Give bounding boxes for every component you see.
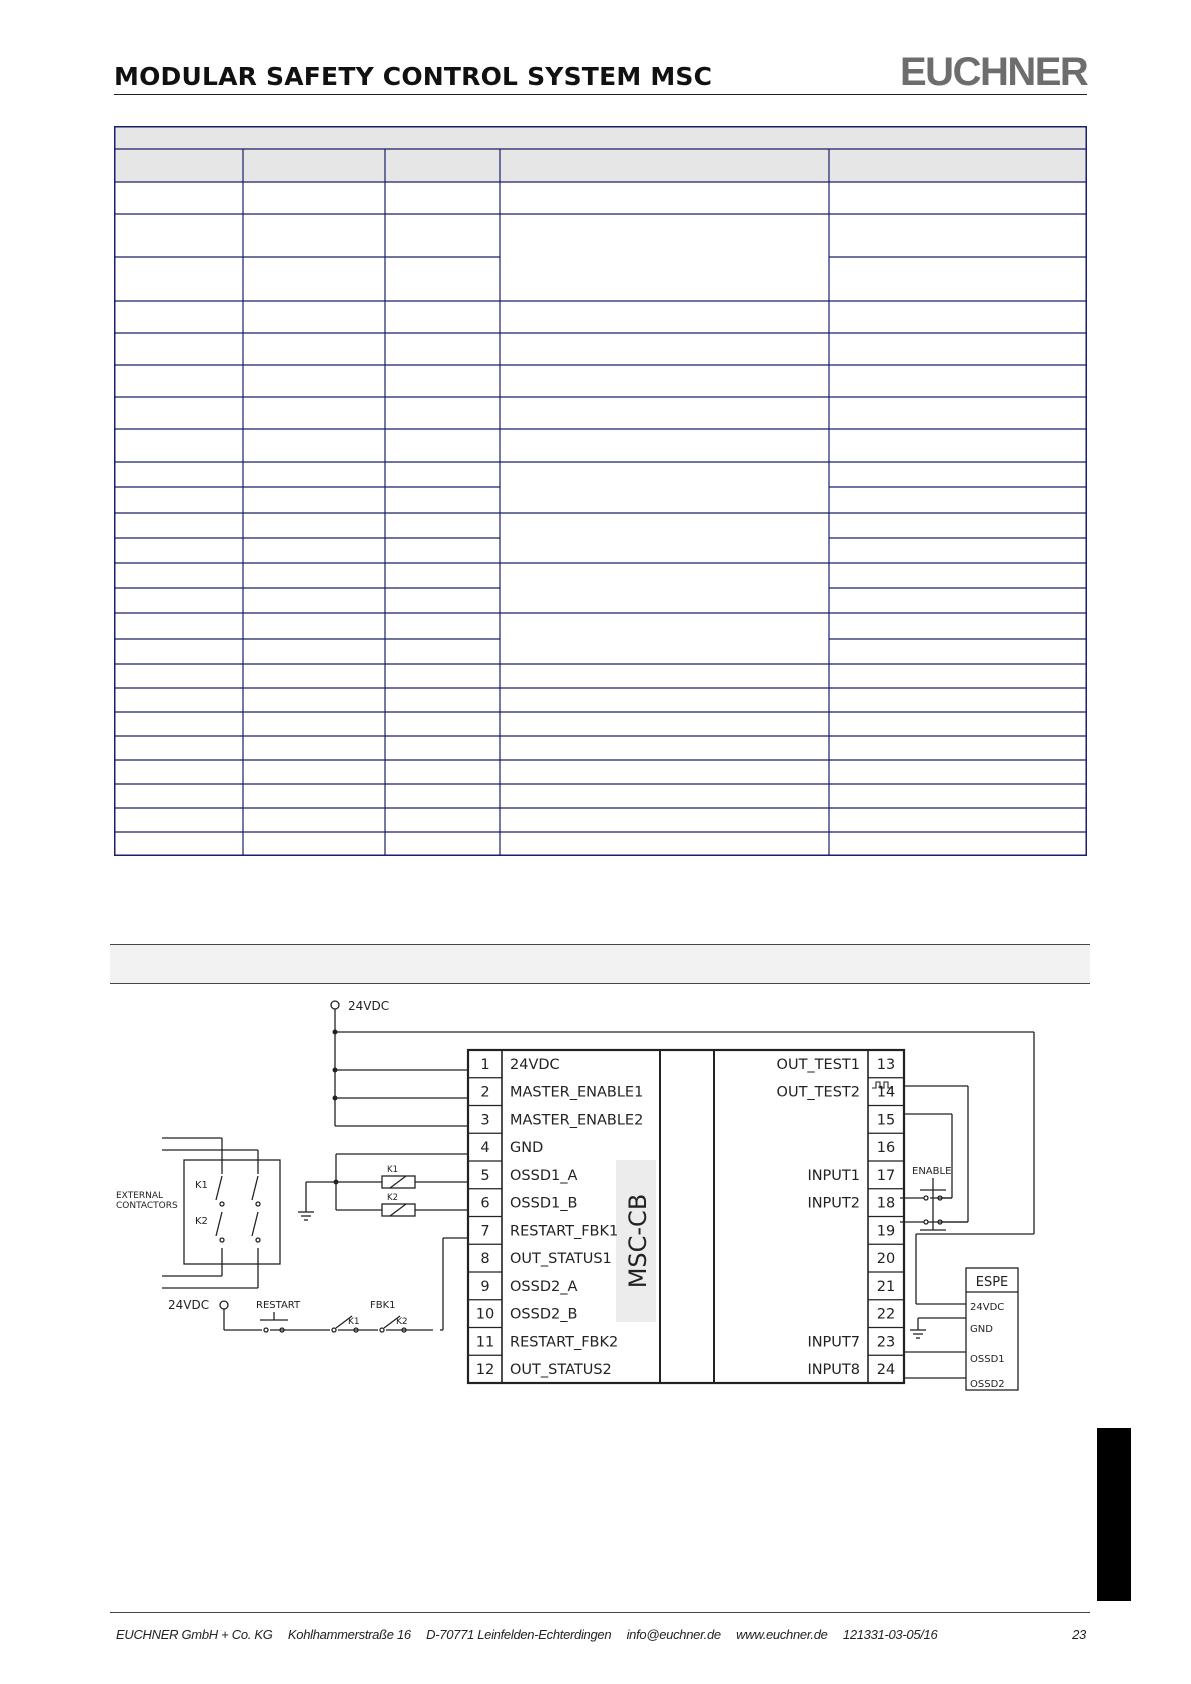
fbk-k1-label: K1 bbox=[348, 1317, 360, 1327]
supply-terminal-icon bbox=[331, 1001, 339, 1009]
left-terminal-number: 3 bbox=[480, 1112, 490, 1129]
restart-supply-terminal-icon bbox=[220, 1301, 228, 1309]
left-terminal-label: OSSD1_A bbox=[510, 1167, 578, 1184]
right-terminal-number: 20 bbox=[876, 1251, 896, 1268]
wiring-diagram-svg bbox=[110, 990, 1090, 1410]
right-terminal-number: 14 bbox=[876, 1084, 896, 1101]
right-terminal-number: 22 bbox=[876, 1306, 896, 1323]
left-terminal-label: GND bbox=[510, 1140, 544, 1157]
restart-label: RESTART bbox=[256, 1300, 301, 1311]
right-terminal-number: 18 bbox=[876, 1195, 896, 1212]
right-terminal-number: 16 bbox=[876, 1140, 896, 1157]
left-terminal-number: 7 bbox=[480, 1223, 490, 1240]
wiring-diagram bbox=[110, 990, 1090, 1410]
external-contactors-box bbox=[184, 1160, 280, 1264]
left-terminal-number: 10 bbox=[475, 1306, 495, 1323]
right-terminal-label: INPUT1 bbox=[807, 1167, 860, 1184]
enable-label: ENABLE bbox=[912, 1166, 952, 1177]
left-terminal-label: RESTART_FBK1 bbox=[510, 1223, 619, 1240]
right-terminal-number: 17 bbox=[876, 1167, 896, 1184]
k2-coil-label: K2 bbox=[387, 1193, 398, 1203]
footer-email[interactable]: info@euchner.de bbox=[626, 1627, 721, 1642]
left-terminal-number: 2 bbox=[480, 1084, 490, 1101]
external-contactors-label: CONTACTORS bbox=[116, 1201, 178, 1211]
right-terminal-number: 19 bbox=[876, 1223, 896, 1240]
spec-table-grid bbox=[114, 126, 1087, 856]
table-outer-border bbox=[115, 127, 1087, 856]
left-terminal-label: OUT_STATUS2 bbox=[510, 1362, 612, 1379]
left-terminal-number: 4 bbox=[480, 1140, 490, 1157]
right-terminal-number: 15 bbox=[876, 1112, 896, 1129]
footer-city: D-70771 Leinfelden-Echterdingen bbox=[426, 1627, 612, 1642]
right-terminal-label: OUT_TEST1 bbox=[776, 1056, 860, 1073]
espe-pin-label: OSSD2 bbox=[970, 1379, 1005, 1390]
right-terminal-number: 23 bbox=[876, 1334, 896, 1351]
footer-company: EUCHNER GmbH + Co. KG bbox=[116, 1627, 273, 1642]
left-terminal-number: 11 bbox=[475, 1334, 495, 1351]
spec-table bbox=[114, 126, 1087, 856]
footer-web[interactable]: www.euchner.de bbox=[736, 1627, 828, 1642]
footer-street: Kohlhammerstraße 16 bbox=[287, 1627, 411, 1642]
header-rule bbox=[114, 94, 1087, 95]
footer-doc-number: 121331-03-05/16 bbox=[842, 1627, 938, 1642]
fbk1-label: FBK1 bbox=[370, 1300, 396, 1311]
left-terminal-label: OUT_STATUS1 bbox=[510, 1251, 612, 1268]
external-contactors-label: EXTERNAL bbox=[116, 1191, 164, 1201]
left-terminal-number: 6 bbox=[480, 1195, 490, 1212]
fbk-k2-label: K2 bbox=[396, 1317, 408, 1327]
chapter-tab-marker bbox=[1097, 1428, 1131, 1601]
left-terminal-number: 12 bbox=[475, 1362, 495, 1379]
section-heading-band bbox=[110, 944, 1090, 984]
left-terminal-number: 5 bbox=[480, 1167, 490, 1184]
right-terminal-label: INPUT2 bbox=[807, 1195, 860, 1212]
espe-pin-label: OSSD1 bbox=[970, 1354, 1005, 1365]
page-title: MODULAR SAFETY CONTROL SYSTEM MSC bbox=[114, 62, 713, 91]
left-terminal-label: OSSD2_A bbox=[510, 1278, 578, 1295]
euchner-logo: EUCHNER bbox=[900, 50, 1088, 94]
k1-coil-label: K1 bbox=[387, 1165, 398, 1175]
supply-label: 24VDC bbox=[348, 999, 390, 1013]
espe-pin-label: GND bbox=[970, 1324, 993, 1335]
left-terminal-number: 9 bbox=[480, 1278, 490, 1295]
right-terminal-label: INPUT8 bbox=[807, 1362, 860, 1379]
left-terminal-label: MASTER_ENABLE1 bbox=[510, 1084, 644, 1101]
k2-label: K2 bbox=[195, 1216, 208, 1227]
left-terminal-number: 1 bbox=[480, 1056, 490, 1073]
left-terminal-label: OSSD1_B bbox=[510, 1195, 578, 1212]
left-terminal-label: OSSD2_B bbox=[510, 1306, 578, 1323]
espe-pin-label: 24VDC bbox=[970, 1302, 1005, 1313]
footer-rule bbox=[110, 1612, 1090, 1613]
espe-title: ESPE bbox=[975, 1275, 1009, 1290]
page-number: 23 bbox=[1072, 1627, 1086, 1642]
module-name: MSC-CB bbox=[624, 1193, 652, 1289]
right-terminal-number: 13 bbox=[876, 1056, 896, 1073]
right-terminal-number: 21 bbox=[876, 1278, 896, 1295]
left-terminal-label: MASTER_ENABLE2 bbox=[510, 1112, 644, 1129]
left-terminal-label: 24VDC bbox=[510, 1056, 560, 1073]
left-terminal-label: RESTART_FBK2 bbox=[510, 1334, 619, 1351]
right-terminal-label: OUT_TEST2 bbox=[776, 1084, 860, 1101]
right-terminal-number: 24 bbox=[876, 1362, 896, 1379]
k1-label: K1 bbox=[195, 1180, 208, 1191]
right-terminal-label: INPUT7 bbox=[807, 1334, 860, 1351]
restart-supply-label: 24VDC bbox=[168, 1298, 210, 1312]
left-terminal-number: 8 bbox=[480, 1251, 490, 1268]
page-footer bbox=[116, 1627, 1086, 1642]
